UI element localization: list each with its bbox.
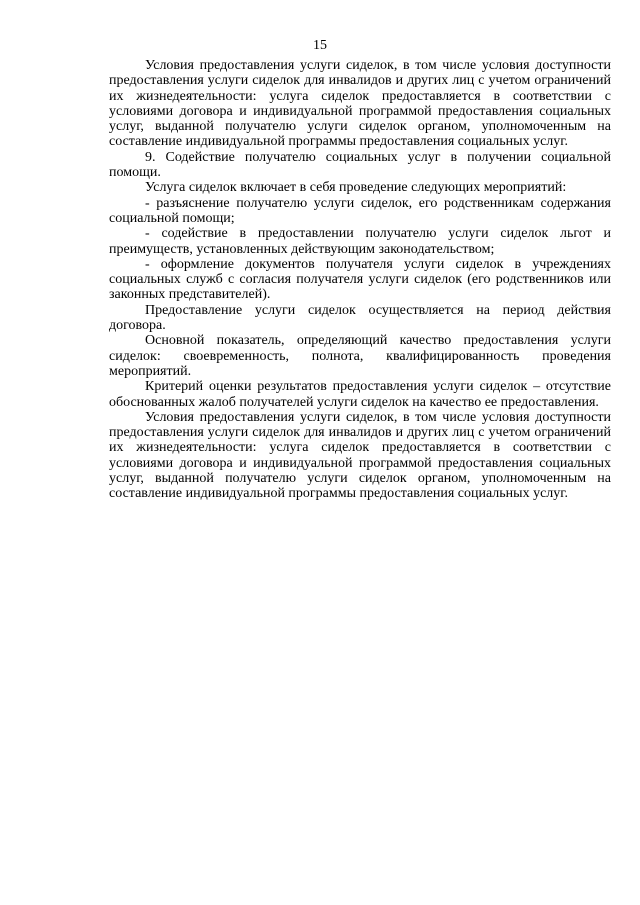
paragraph-service-conditions-repeat: Условия предоставления услуги сиделок, в том числе условия доступности предоставления услуги сиделок для инвалидов и других лиц с учетом ограничений их жизнедеятельности: услуга сиделок предоставляется в соответствии с условиями договора и индивидуальной программой предоставления социальных услуг, выданной получателю услуги сиделок органом, уполномоченным на составление индивидуальной программы предоставления социальных услуг.	[109, 409, 611, 502]
paragraph-service-period: Предоставление услуги сиделок осуществляется на период действия договора.	[109, 302, 611, 334]
paragraph-activities-intro: Услуга сиделок включает в себя проведение следующих мероприятий:	[145, 180, 567, 196]
page-number: 15	[313, 38, 327, 53]
list-item-benefits-assistance: - содействие в предоставлении получателю услуги сиделок льгот и преимуществ, установленных действующим законодательством;	[109, 226, 611, 257]
paragraph-service-conditions: Условия предоставления услуги сиделок, в том числе условия доступности предоставления услуги сиделок для инвалидов и других лиц с учетом ограничений их жизнедеятельности: услуга сиделок предоставляется в соответствии с условиями договора и индивидуальной программой предоставления социальных услуг, выданной получателю услуги сиделок органом, уполномоченным на составление индивидуальной программы предоставления социальных услуг.	[109, 58, 611, 150]
paragraph-section-heading: 9. Содействие получателю социальных услуг в получении социальной помощи.	[109, 149, 611, 181]
paragraph-evaluation-criterion: Критерий оценки результатов предоставления услуги сиделок – отсутствие обоснованных жалоб получателей услуги сиделок на качество ее предоставления.	[109, 379, 611, 410]
list-item-explanation: - разъяснение получателю услуги сиделок, его родственникам содержания социальной помощи;	[109, 195, 611, 226]
paragraph-quality-indicator: Основной показатель, определяющий качество предоставления услуги сиделок: своевременность, полнота, квалифицированность проведения мероприятий.	[109, 333, 611, 379]
document-body	[109, 58, 611, 502]
list-item-document-processing: - оформление документов получателя услуги сиделок в учреждениях социальных служб с согласия получателя услуги сиделок (его родственников или законных представителей).	[109, 256, 611, 303]
